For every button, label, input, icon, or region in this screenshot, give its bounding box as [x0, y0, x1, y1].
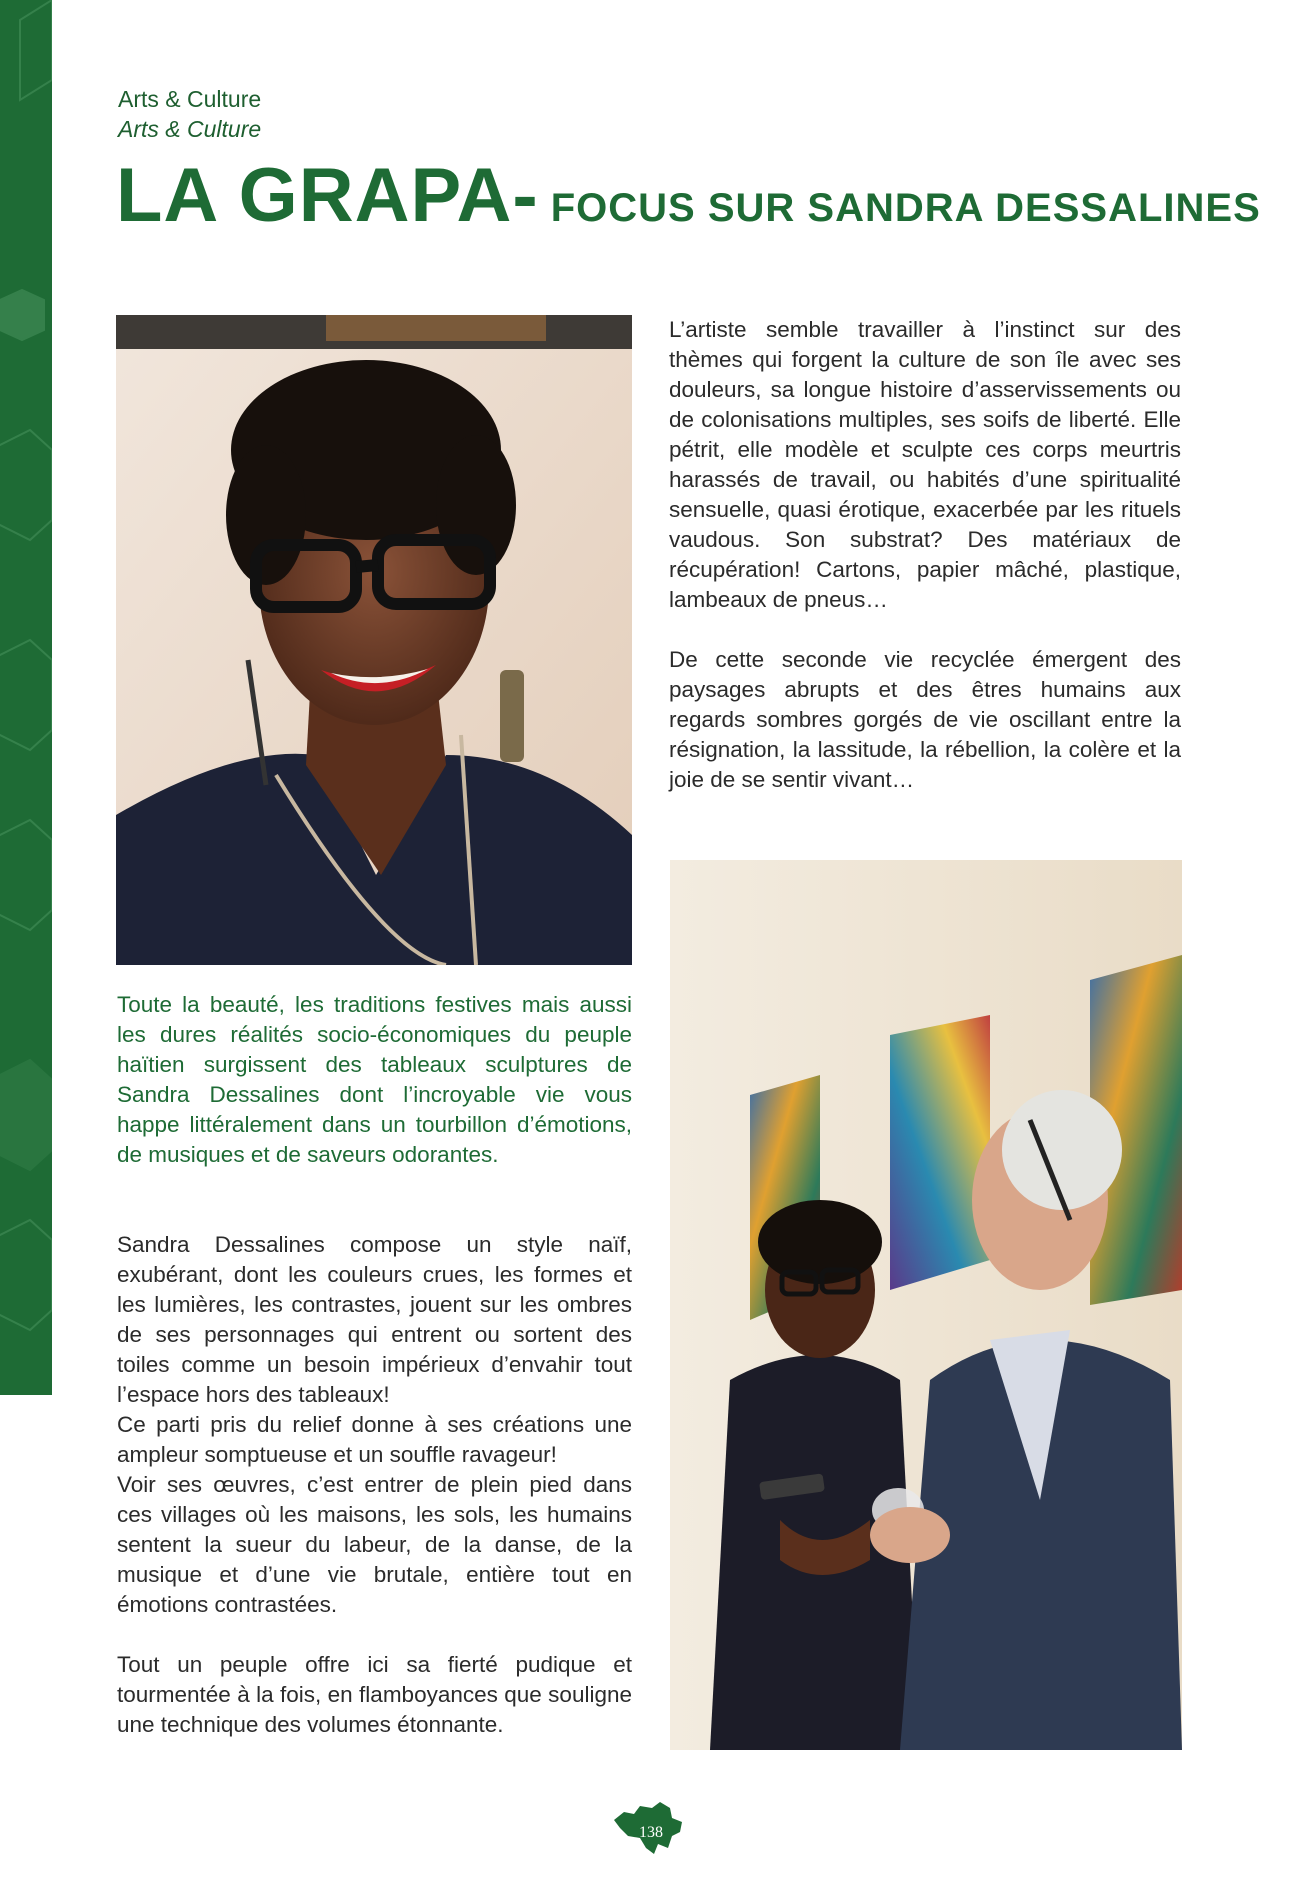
paragraph: Voir ses œuvres, c’est entrer de plein pied dans ces villages où les maisons, les sols, les humains sentent la sueur du labeur, de la danse, de la musique et d’une vie brutale, entière tout en émotions contrastées.: [117, 1472, 632, 1617]
section-label: [118, 84, 261, 144]
portrait-photo: [116, 315, 632, 965]
page-number: 138: [639, 1824, 663, 1841]
intro-paragraph: Toute la beauté, les traditions festives mais aussi les dures réalités socio-économiques du peuple haïtien surgissent des tableaux sculptures de Sandra Dessalines dont l’incroyable vie vous happe littéralement dans un tourbillon d’émotions, de musiques et de saveurs odorantes.: [117, 992, 632, 1167]
page-title: [116, 152, 1261, 239]
paragraph: Sandra Dessalines compose un style naïf, exubérant, dont les couleurs crues, les formes et les lumières, les contrastes, jouent sur les ombres de ses personnages qui entrent ou sortent des toiles comme un besoin impérieux d’envahir tout l’espace hors des tableaux!: [117, 1232, 632, 1407]
green-sidebar: [0, 0, 52, 1395]
paragraph: Ce parti pris du relief donne à ses créations une ampleur somptueuse et un souffle ravageur!: [117, 1412, 632, 1467]
section-title-italic: Arts & Culture: [118, 116, 262, 142]
gallery-photo: [670, 860, 1182, 1750]
intro-text: [117, 990, 632, 1170]
title-sub: FOCUS SUR SANDRA DESSALINES: [550, 186, 1261, 230]
hexagon-pattern: [0, 0, 52, 1395]
paragraph: Tout un peuple offre ici sa fierté pudique et tourmentée à la fois, en flamboyances que souligne une technique des volumes étonnante.: [117, 1652, 632, 1737]
paragraph: De cette seconde vie recyclée émergent des paysages abrupts et des êtres humains aux regards sombres gorgés de vie oscillant entre la résignation, la lassitude, la rébellion, la colère et la joie de se sentir vivant…: [669, 647, 1181, 792]
paragraph: L’artiste semble travailler à l’instinct sur des thèmes qui forgent la culture de son île avec ses douleurs, sa longue histoire d’asservissements ou de colonisations multiples, ses soifs de liberté. Elle pétrit, elle modèle et sculpte ces corps meurtris harassés de travail, ou habités d’une spiritualité sensuelle, quasi érotique, exacerbée par les rituels vaudous. Son substrat? Des matériaux de récupération! Cartons, papier mâché, plastique, lambeaux de pneus…: [669, 317, 1181, 612]
title-main: LA GRAPA-: [116, 153, 539, 238]
left-column-text: [117, 1230, 632, 1740]
section-title: Arts & Culture: [118, 86, 262, 112]
right-column-text: [669, 315, 1181, 795]
